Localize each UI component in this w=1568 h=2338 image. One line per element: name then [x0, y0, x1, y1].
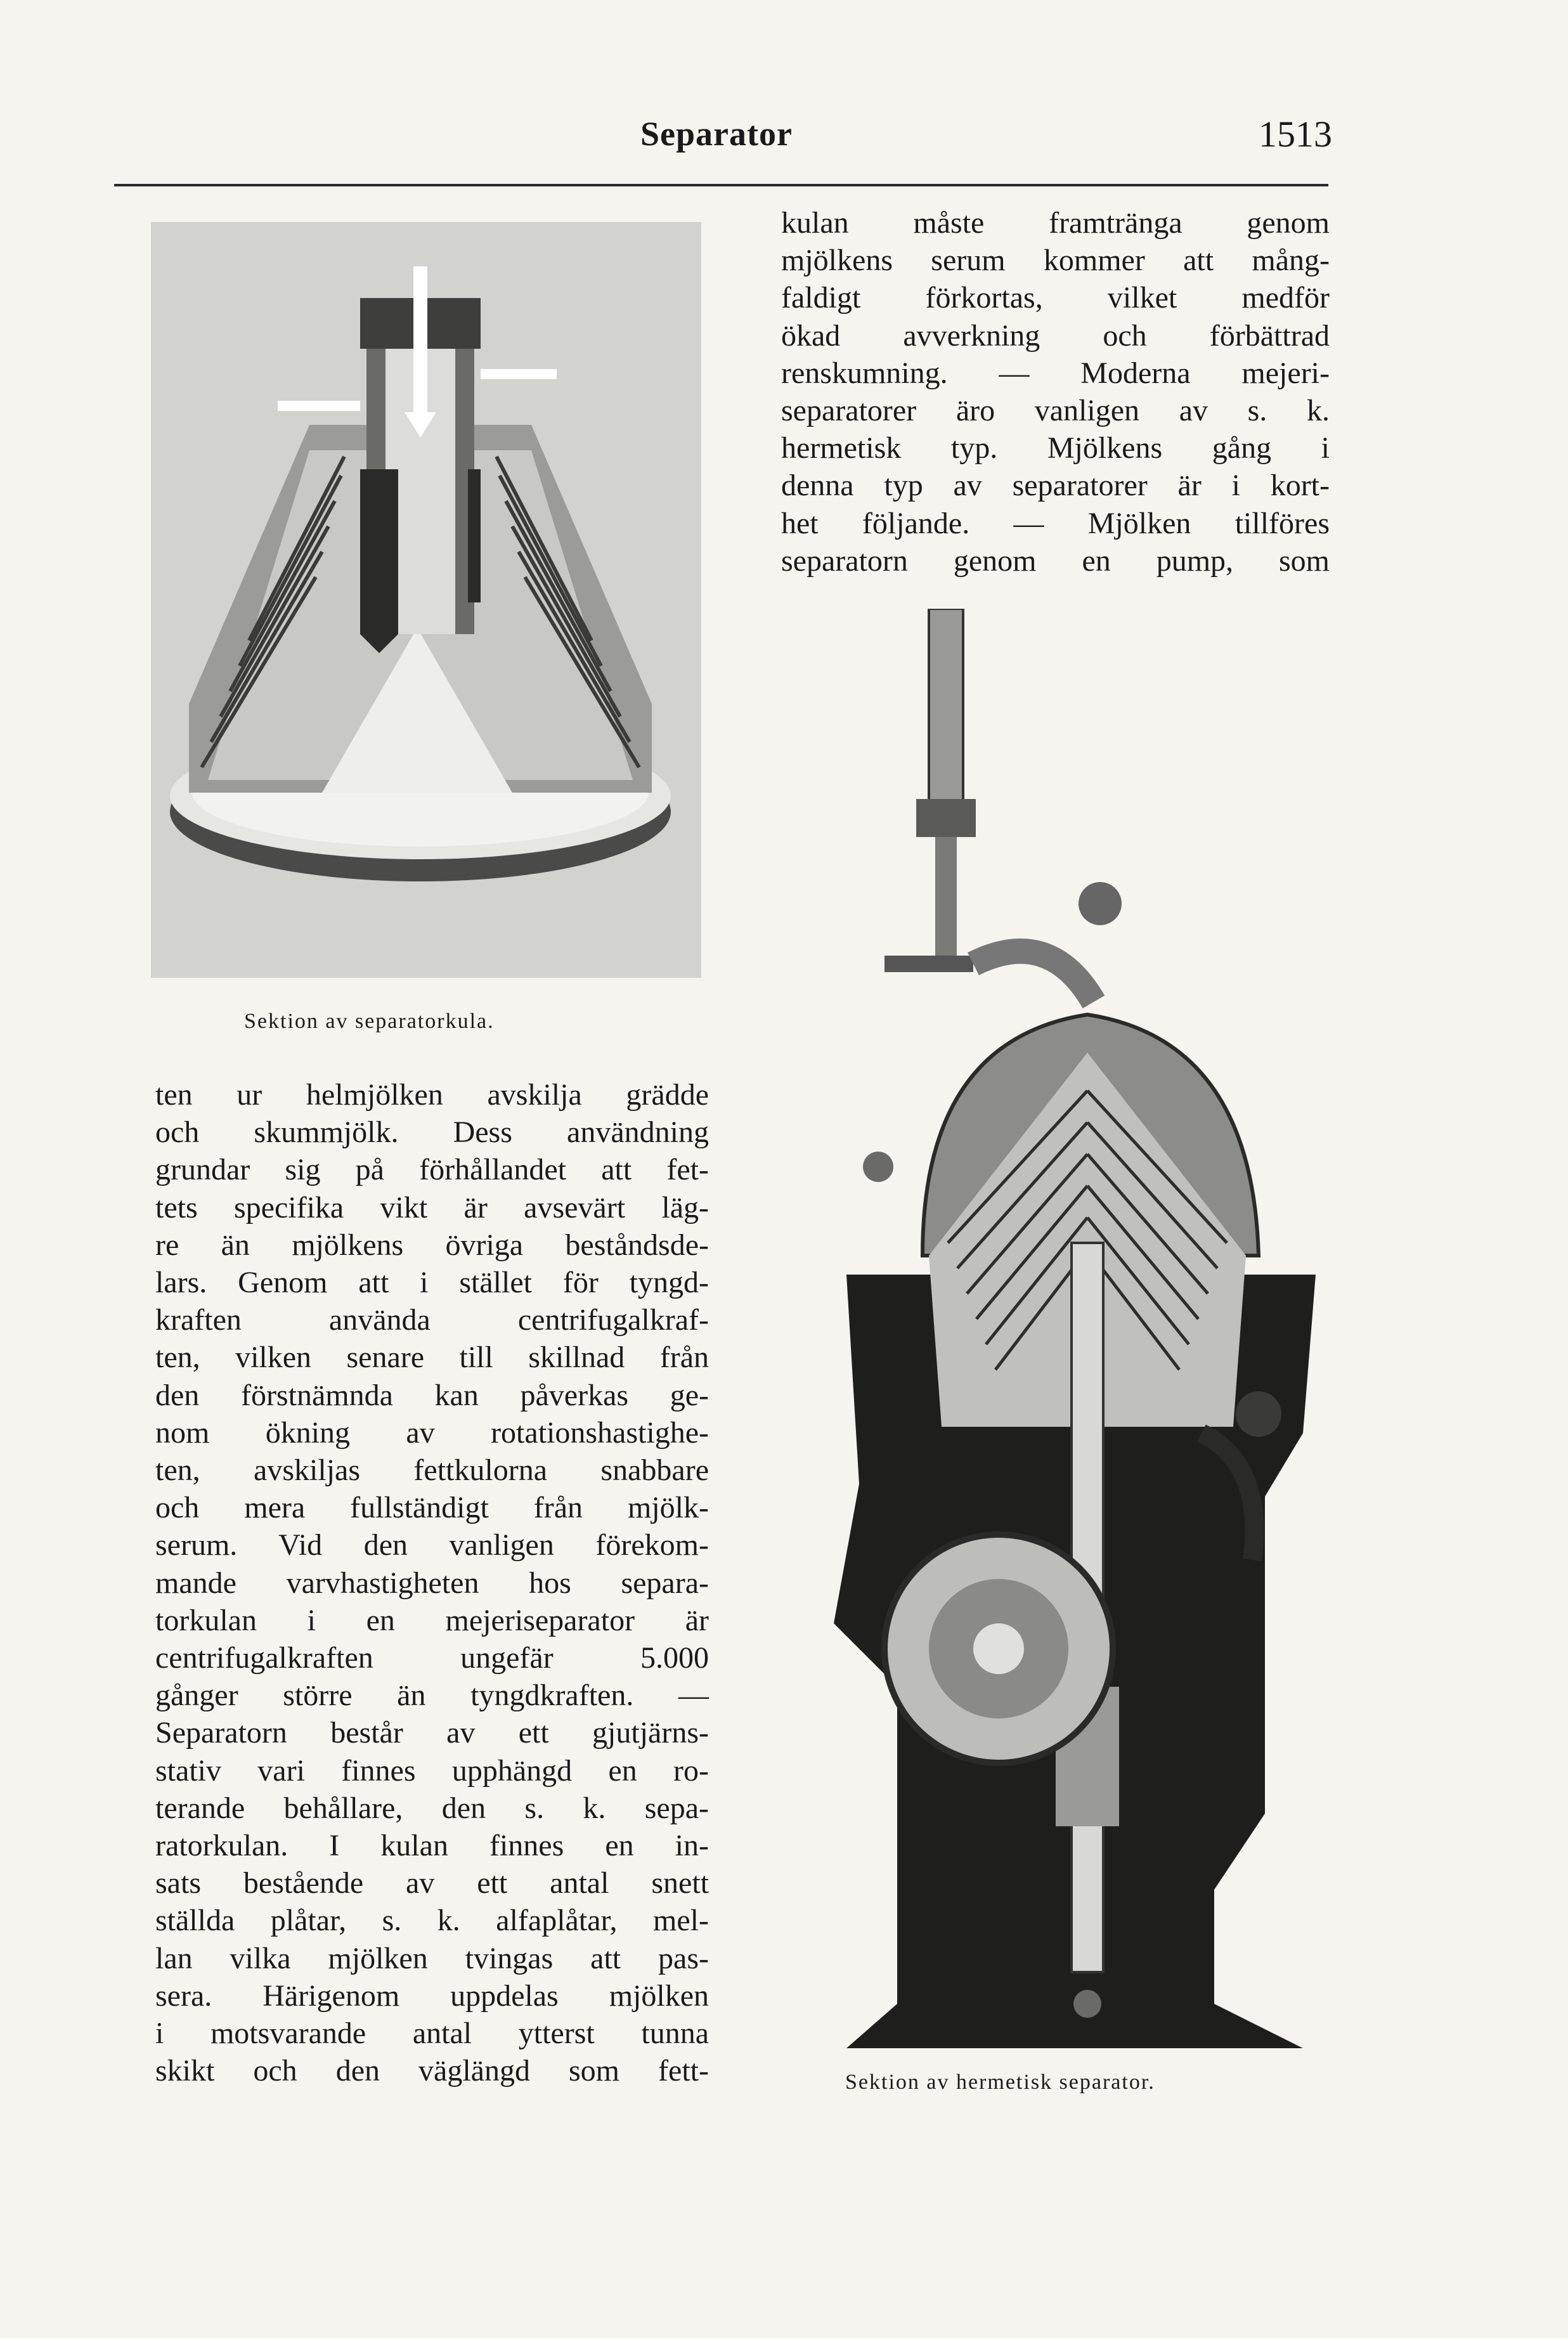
text-line: kulan måste framtränga genom — [781, 206, 1330, 240]
text-line: ten, avskiljas fettkulorna snabbare — [155, 1453, 709, 1488]
right-column-text — [781, 204, 1330, 580]
text-line: terande behållare, den s. k. sepa- — [155, 1791, 709, 1825]
text-line: mjölkens serum kommer att mång- — [781, 244, 1330, 278]
text-line: Separatorn består av ett gjutjärns- — [155, 1716, 709, 1750]
text-line: separatorn genom en pump, som — [781, 543, 1330, 578]
text-line: denna typ av separatorer är i kort- — [781, 469, 1330, 503]
figure-caption-bowl: Sektion av separatorkula. — [244, 1010, 495, 1033]
text-line: stativ vari finnes upphängd en ro- — [155, 1753, 709, 1788]
text-line: renskumning. — Moderna mejeri- — [781, 356, 1330, 390]
text-line: mande varvhastigheten hos separa- — [155, 1566, 709, 1600]
text-line: ställda plåtar, s. k. alfaplåtar, mel- — [155, 1904, 709, 1938]
text-line: sera. Härigenom uppdelas mjölken — [155, 1978, 709, 2013]
page-number: 1513 — [1259, 114, 1332, 155]
text-line: kraften använda centrifugalkraf- — [155, 1303, 709, 1337]
text-line: het följande. — Mjölken tillföres — [781, 506, 1330, 540]
figure-separator-bowl — [151, 222, 701, 978]
text-line: faldigt förkortas, vilket medför — [781, 281, 1330, 315]
text-line: ten ur helmjölken avskilja grädde — [155, 1078, 709, 1112]
text-line: lars. Genom att i stället för tyngd- — [155, 1266, 709, 1300]
text-line: ten, vilken senare till skillnad från — [155, 1341, 709, 1375]
text-line: tets specifika vikt är avsevärt läg- — [155, 1190, 709, 1224]
text-line: serum. Vid den vanligen förekom- — [155, 1528, 709, 1562]
hermetic-separator-illustration — [821, 609, 1335, 2061]
running-header-title: Separator — [640, 115, 793, 153]
header-rule — [114, 184, 1328, 186]
text-line: hermetisk typ. Mjölkens gång i — [781, 431, 1330, 465]
separator-bowl-illustration — [151, 222, 701, 978]
text-line: och skummjölk. Dess användning — [155, 1115, 709, 1150]
text-line: separatorer äro vanligen av s. k. — [781, 394, 1330, 428]
text-line: torkulan i en mejeriseparator är — [155, 1603, 709, 1637]
text-line: ökad avverkning och förbättrad — [781, 318, 1330, 353]
figure-caption-hermetic: Sektion av hermetisk separator. — [845, 2070, 1155, 2094]
text-line: i motsvarande antal ytterst tunna — [155, 2017, 709, 2051]
text-line: gånger större än tyngdkraften. — — [155, 1679, 709, 1713]
figure-hermetic-separator — [821, 609, 1335, 2061]
text-line: och mera fullständigt från mjölk- — [155, 1491, 709, 1525]
text-line: sats bestående av ett antal snett — [155, 1866, 709, 1900]
text-line: grundar sig på förhållandet att fet- — [155, 1153, 709, 1187]
text-line: skikt och den väglängd som fett- — [155, 2054, 709, 2088]
text-line: re än mjölkens övriga beståndsde- — [155, 1228, 709, 1262]
text-line: nom ökning av rotationshastighe- — [155, 1415, 709, 1450]
text-line: lan vilka mjölken tvingas att pas- — [155, 1941, 709, 1975]
text-line: ratorkulan. I kulan finnes en in- — [155, 1829, 709, 1863]
left-column-text — [155, 1076, 709, 2089]
text-line: den förstnämnda kan påverkas ge- — [155, 1378, 709, 1412]
text-line: centrifugalkraften ungefär 5.000 — [155, 1641, 709, 1675]
